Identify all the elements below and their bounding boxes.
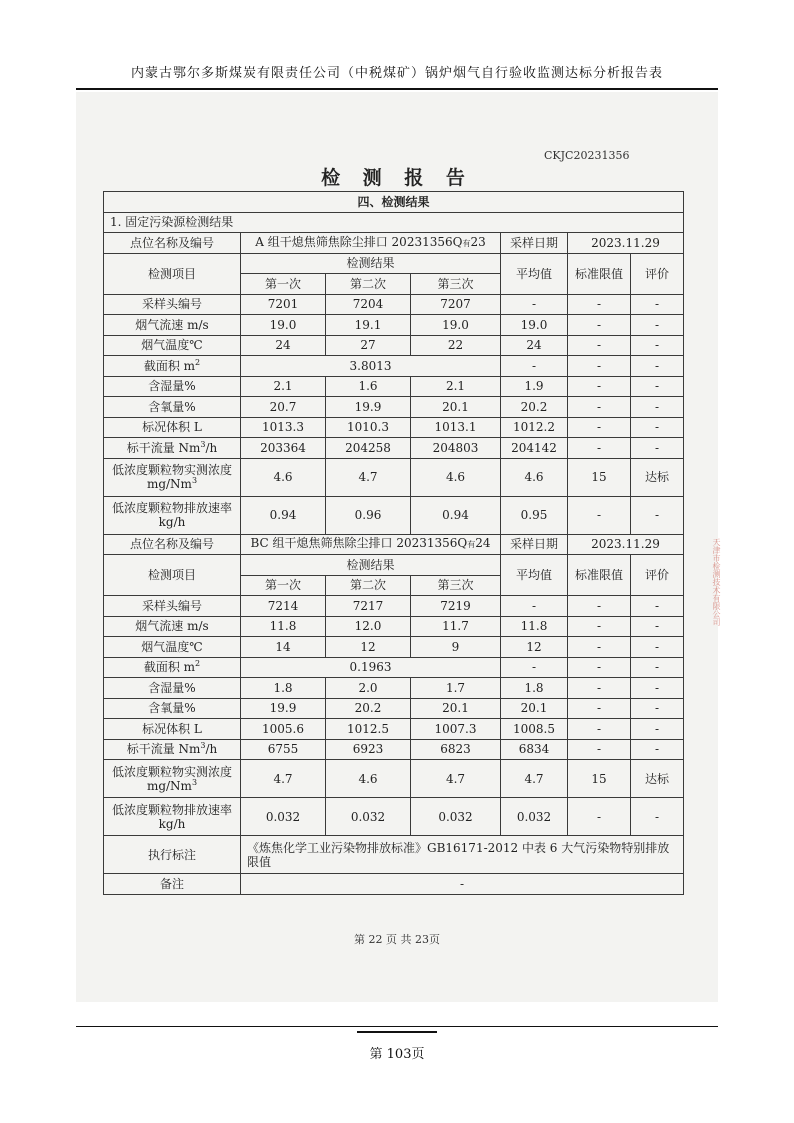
table-row: [104, 294, 684, 315]
run-1-value: 19.9: [241, 698, 326, 719]
average-value: 1008.5: [501, 719, 568, 740]
evaluation-value: -: [631, 798, 684, 836]
evaluation-value: -: [631, 657, 684, 678]
row-label: 标况体积 L: [104, 719, 241, 740]
run-1-value: 6755: [241, 739, 326, 760]
evaluation-value: -: [631, 678, 684, 699]
limit-value: -: [568, 657, 631, 678]
row-label: 含氧量%: [104, 397, 241, 418]
limit-value: -: [568, 397, 631, 418]
run-2-value: 12.0: [326, 616, 411, 637]
run-2-value: 204258: [326, 438, 411, 459]
standard-text: 《炼焦化学工业污染物排放标准》GB16171-2012 中表 6 大气污染物特别排放限值: [241, 836, 684, 874]
area-value: 0.1963: [241, 657, 501, 678]
average-value: 0.95: [501, 496, 568, 534]
run-2-value: 1.6: [326, 376, 411, 397]
limit-value: -: [568, 596, 631, 617]
row-label: 截面积 $m^2$: [104, 657, 241, 678]
average-value: 0.032: [501, 798, 568, 836]
average-value: 6834: [501, 739, 568, 760]
table-row: [104, 719, 684, 740]
table-row: [104, 417, 684, 438]
limit-value: -: [568, 739, 631, 760]
row-label: 烟气温度℃: [104, 335, 241, 356]
row-label: 采样头编号: [104, 596, 241, 617]
limit-value: -: [568, 417, 631, 438]
run-2-header: 第二次: [326, 575, 411, 596]
table-header-row: [104, 253, 684, 274]
limit-value: -: [568, 438, 631, 459]
results-table: [103, 191, 684, 895]
limit-header: 标准限值: [568, 253, 631, 294]
table-row: [104, 458, 684, 496]
standard-label: 执行标注: [104, 836, 241, 874]
row-label: 烟气温度℃: [104, 637, 241, 658]
remark-value: -: [241, 874, 684, 895]
run-1-value: 2.1: [241, 376, 326, 397]
table-row: [104, 315, 684, 336]
run-3-value: 20.1: [411, 698, 501, 719]
page-header: 内蒙古鄂尔多斯煤炭有限责任公司（中税煤矿）锅炉烟气自行验收监测达标分析报告表: [130, 66, 663, 81]
run-1-value: 14: [241, 637, 326, 658]
limit-value: -: [568, 315, 631, 336]
run-3-value: 4.6: [411, 458, 501, 496]
subsection-title: 1. 固定污染源检测结果: [104, 212, 684, 233]
run-2-value: 7204: [326, 294, 411, 315]
run-1-value: 0.032: [241, 798, 326, 836]
limit-value: -: [568, 678, 631, 699]
average-value: 4.7: [501, 760, 568, 798]
evaluation-value: 达标: [631, 458, 684, 496]
average-value: -: [501, 294, 568, 315]
limit-value: -: [568, 616, 631, 637]
evaluation-header: 评价: [631, 555, 684, 596]
area-value: 3.8013: [241, 356, 501, 377]
evaluation-value: -: [631, 719, 684, 740]
row-label: 标况体积 L: [104, 417, 241, 438]
run-1-header: 第一次: [241, 575, 326, 596]
run-1-value: 1005.6: [241, 719, 326, 740]
average-value: -: [501, 657, 568, 678]
item-header: 检测项目: [104, 253, 241, 294]
row-label: 含湿量%: [104, 678, 241, 699]
limit-value: -: [568, 798, 631, 836]
subsection-row: [104, 212, 684, 233]
table-row: [104, 616, 684, 637]
average-value: 1.9: [501, 376, 568, 397]
limit-value: -: [568, 335, 631, 356]
page-number: 第 103页: [369, 1047, 425, 1062]
run-1-value: 1.8: [241, 678, 326, 699]
table-header-row: [104, 555, 684, 576]
run-1-value: 11.8: [241, 616, 326, 637]
average-value: 4.6: [501, 458, 568, 496]
run-2-value: 1010.3: [326, 417, 411, 438]
run-1-value: 203364: [241, 438, 326, 459]
sampling-date-label: 采样日期: [501, 534, 568, 555]
run-1-value: 4.6: [241, 458, 326, 496]
run-3-value: 204803: [411, 438, 501, 459]
sampling-date: 2023.11.29: [568, 534, 684, 555]
run-2-value: 12: [326, 637, 411, 658]
footer-rule-short: [357, 1031, 437, 1033]
table-row: [104, 678, 684, 699]
evaluation-value: -: [631, 616, 684, 637]
sampling-date-label: 采样日期: [501, 233, 568, 254]
row-label: 烟气流速 m/s: [104, 315, 241, 336]
footer-rule: [76, 1026, 718, 1027]
point-row: [104, 233, 684, 254]
run-3-value: 7207: [411, 294, 501, 315]
report-code: CKJC20231356: [544, 149, 630, 162]
evaluation-value: -: [631, 698, 684, 719]
evaluation-value: -: [631, 637, 684, 658]
run-3-value: 0.94: [411, 496, 501, 534]
table-row: [104, 798, 684, 836]
average-value: 11.8: [501, 616, 568, 637]
limit-value: -: [568, 637, 631, 658]
run-2-value: 19.1: [326, 315, 411, 336]
run-3-header: 第三次: [411, 274, 501, 295]
table-row: [104, 438, 684, 459]
point-label: 点位名称及编号: [104, 534, 241, 555]
row-label: 含氧量%: [104, 698, 241, 719]
limit-value: -: [568, 698, 631, 719]
average-value: 204142: [501, 438, 568, 459]
limit-value: -: [568, 496, 631, 534]
run-2-value: 4.7: [326, 458, 411, 496]
run-3-value: 6823: [411, 739, 501, 760]
limit-value: -: [568, 356, 631, 377]
evaluation-value: -: [631, 438, 684, 459]
run-1-value: 1013.3: [241, 417, 326, 438]
evaluation-value: -: [631, 356, 684, 377]
run-2-value: 0.032: [326, 798, 411, 836]
limit-value: -: [568, 719, 631, 740]
row-label: 标干流量 Nm$^3$/h: [104, 739, 241, 760]
run-1-value: 0.94: [241, 496, 326, 534]
row-label: 烟气流速 m/s: [104, 616, 241, 637]
run-3-value: 2.1: [411, 376, 501, 397]
table-row: [104, 397, 684, 418]
limit-value: -: [568, 294, 631, 315]
table-row: [104, 637, 684, 658]
run-3-value: 1013.1: [411, 417, 501, 438]
run-2-value: 19.9: [326, 397, 411, 418]
run-3-value: 7219: [411, 596, 501, 617]
average-header: 平均值: [501, 555, 568, 596]
run-2-value: 7217: [326, 596, 411, 617]
row-label: 低浓度颗粒物实测浓度 mg/Nm$^3$: [104, 458, 241, 496]
table-row: [104, 739, 684, 760]
table-row: [104, 335, 684, 356]
run-3-value: 11.7: [411, 616, 501, 637]
average-header: 平均值: [501, 253, 568, 294]
page-note: 第 22 页 共 23页: [354, 933, 440, 946]
result-header: 检测结果: [241, 253, 501, 274]
run-2-value: 20.2: [326, 698, 411, 719]
report-title: 检 测 报 告: [321, 167, 473, 189]
run-1-value: 24: [241, 335, 326, 356]
run-2-value: 2.0: [326, 678, 411, 699]
remark-row: [104, 874, 684, 895]
evaluation-value: -: [631, 376, 684, 397]
run-3-value: 20.1: [411, 397, 501, 418]
run-3-header: 第三次: [411, 575, 501, 596]
evaluation-value: -: [631, 315, 684, 336]
table-row: [104, 760, 684, 798]
limit-value: 15: [568, 458, 631, 496]
run-3-value: 1007.3: [411, 719, 501, 740]
run-1-value: 20.7: [241, 397, 326, 418]
table-row: [104, 596, 684, 617]
point-row: [104, 534, 684, 555]
average-value: 20.2: [501, 397, 568, 418]
limit-value: -: [568, 376, 631, 397]
row-label: 采样头编号: [104, 294, 241, 315]
run-2-value: 6923: [326, 739, 411, 760]
run-1-value: 19.0: [241, 315, 326, 336]
average-value: -: [501, 356, 568, 377]
average-value: 12: [501, 637, 568, 658]
run-1-header: 第一次: [241, 274, 326, 295]
average-value: 20.1: [501, 698, 568, 719]
average-value: -: [501, 596, 568, 617]
average-value: 1012.2: [501, 417, 568, 438]
standard-row: [104, 836, 684, 874]
evaluation-value: -: [631, 397, 684, 418]
evaluation-value: -: [631, 496, 684, 534]
row-label: 截面积 $m^2$: [104, 356, 241, 377]
evaluation-value: -: [631, 739, 684, 760]
limit-header: 标准限值: [568, 555, 631, 596]
evaluation-header: 评价: [631, 253, 684, 294]
run-2-header: 第二次: [326, 274, 411, 295]
run-3-value: 1.7: [411, 678, 501, 699]
run-2-value: 1012.5: [326, 719, 411, 740]
table-row: [104, 698, 684, 719]
section-row: [104, 192, 684, 213]
item-header: 检测项目: [104, 555, 241, 596]
row-label: 含湿量%: [104, 376, 241, 397]
row-label: 低浓度颗粒物实测浓度 mg/Nm$^3$: [104, 760, 241, 798]
evaluation-value: -: [631, 417, 684, 438]
average-value: 24: [501, 335, 568, 356]
run-1-value: 4.7: [241, 760, 326, 798]
run-3-value: 19.0: [411, 315, 501, 336]
run-3-value: 9: [411, 637, 501, 658]
run-3-value: 0.032: [411, 798, 501, 836]
run-1-value: 7214: [241, 596, 326, 617]
evaluation-value: -: [631, 335, 684, 356]
seal-stamp: 天津市检测技术有限公司: [712, 538, 721, 626]
run-3-value: 4.7: [411, 760, 501, 798]
evaluation-value: -: [631, 596, 684, 617]
run-2-value: 27: [326, 335, 411, 356]
row-label: 标干流量 Nm$^3$/h: [104, 438, 241, 459]
section-title: 四、检测结果: [104, 192, 684, 213]
row-label: 低浓度颗粒物排放速率 kg/h: [104, 496, 241, 534]
table-row: [104, 657, 684, 678]
table-row: [104, 356, 684, 377]
point-label: 点位名称及编号: [104, 233, 241, 254]
run-2-value: 4.6: [326, 760, 411, 798]
table-row: [104, 496, 684, 534]
run-1-value: 7201: [241, 294, 326, 315]
evaluation-value: -: [631, 294, 684, 315]
average-value: 1.8: [501, 678, 568, 699]
run-3-value: 22: [411, 335, 501, 356]
sampling-date: 2023.11.29: [568, 233, 684, 254]
limit-value: 15: [568, 760, 631, 798]
remark-label: 备注: [104, 874, 241, 895]
result-header: 检测结果: [241, 555, 501, 576]
evaluation-value: 达标: [631, 760, 684, 798]
row-label: 低浓度颗粒物排放速率 kg/h: [104, 798, 241, 836]
point-name: A 组干熄焦筛焦除尘排口 20231356Q有23: [241, 233, 501, 254]
run-2-value: 0.96: [326, 496, 411, 534]
point-name: BC 组干熄焦筛焦除尘排口 20231356Q有24: [241, 534, 501, 555]
average-value: 19.0: [501, 315, 568, 336]
header-rule: [76, 88, 718, 90]
table-row: [104, 376, 684, 397]
